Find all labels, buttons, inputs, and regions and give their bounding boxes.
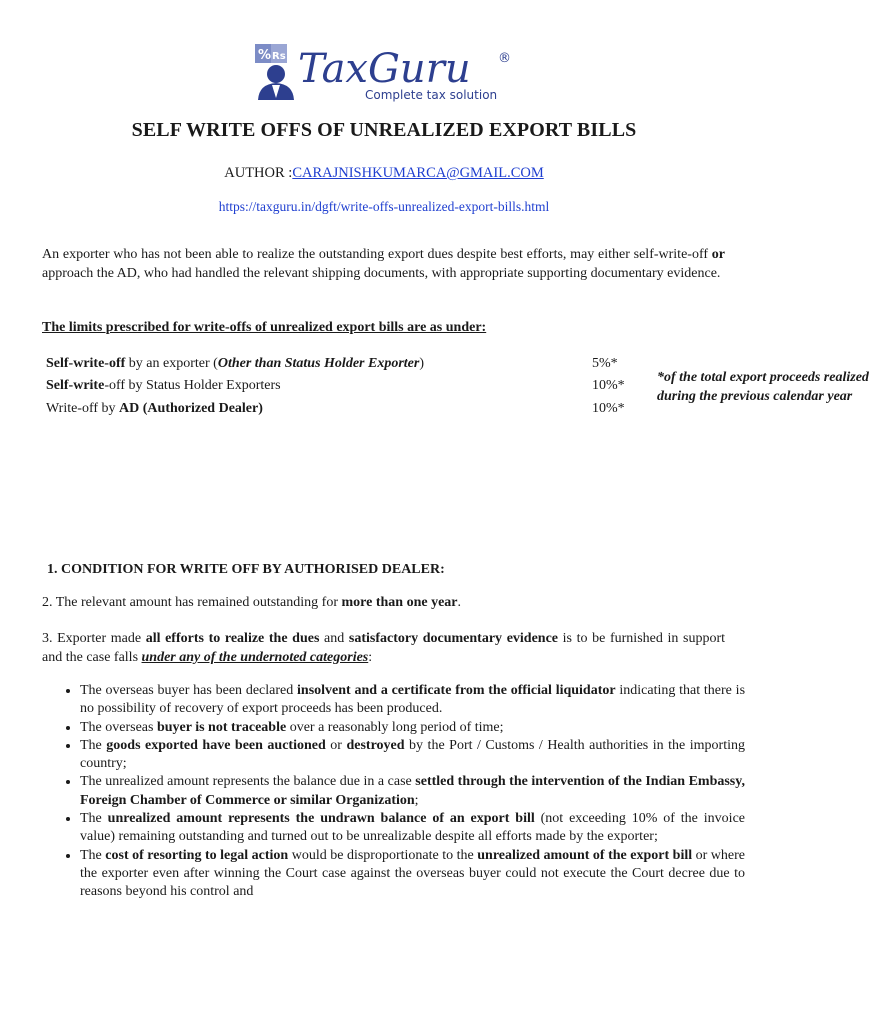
limit-label-text: -off by Status Holder Exporters (104, 378, 281, 393)
limit-percent-self-exporter: 5%* (592, 356, 618, 371)
rupee-symbol: Rs (272, 51, 286, 62)
intro-text-1: An exporter who has not been able to realize the outstanding export dues despite best efforts, may either self-write-off (42, 247, 712, 262)
limit-row-self-exporter (46, 356, 424, 372)
limit-row-status-holder (46, 378, 281, 394)
limit-label-emphasis: Other than Status Holder Exporter (217, 356, 420, 371)
document-title: SELF WRITE OFFS OF UNREALIZED EXPORT BILLS (131, 119, 637, 141)
limits-footnote (657, 368, 869, 406)
source-url-link[interactable]: https://taxguru.in/dgft/write-offs-unrealized-export-bills.html (218, 199, 550, 214)
percent-symbol: % (258, 48, 272, 63)
author-email-link[interactable]: CARAJNISHKUMARCA@GMAIL.COM (292, 165, 544, 181)
taxguru-logo (0, 42, 768, 102)
registered-mark: ® (498, 51, 511, 66)
intro-text-2: approach the AD, who had handled the relevant shipping documents, with appropriate supporting documentary evidence. (42, 266, 721, 281)
author-label: AUTHOR : (224, 165, 293, 181)
point-2 (42, 595, 461, 611)
list-item: • The unrealized amount represents the undrawn balance of an export bill (not exceeding 10% of the invoice value) remaining outstanding and turned out to be unrealizable despite all efforts made by the exporter; (80, 810, 745, 847)
point-3-text-3: is to be furnished in support and the case falls (42, 631, 725, 665)
point-2-end: . (457, 595, 461, 610)
limit-row-ad (46, 401, 263, 417)
point-3-end: : (368, 650, 373, 665)
limits-footnote-line-1: *of the total export proceeds realized (657, 370, 869, 385)
point-2-text: 2. The relevant amount has remained outstanding for (42, 595, 342, 610)
intro-bold-or: or (711, 247, 725, 262)
list-item: • The unrealized amount represents the balance due in a case settled through the intervention of the Indian Embassy, Foreign Chamber of Commerce or similar Organization; (80, 773, 745, 810)
logo-emblem-icon (255, 44, 294, 100)
list-item: • The overseas buyer is not traceable over a reasonably long period of time; (80, 719, 745, 737)
limit-label-bold: Self-write-off (46, 356, 126, 371)
logo-tagline: Complete tax solution (365, 88, 498, 102)
author-line (0, 165, 768, 182)
logo-wordmark: TaxGuru (298, 46, 471, 92)
list-item: • The cost of resorting to legal action would be disproportionate to the unrealized amount of the export bill or where the exporter even after winning the Court case against the overseas buyer could not execute the Court decree due to reasons beyond his control and (80, 847, 745, 902)
limits-footnote-line-2: during the previous calendar year (657, 389, 853, 404)
limit-label-text: by an exporter ( (125, 356, 218, 371)
source-url (0, 199, 768, 215)
point-3-bold-1: all efforts to realize the dues (145, 631, 320, 646)
point-3-text-2: and (319, 631, 349, 646)
point-3-text: 3. Exporter made (42, 631, 146, 646)
section-1-heading: 1. CONDITION FOR WRITE OFF BY AUTHORISED DEALER: (47, 562, 445, 577)
limits-heading: The limits prescribed for write-offs of unrealized export bills are as under: (42, 320, 487, 335)
limit-label-text: Write-off by (46, 401, 120, 416)
list-item: • The overseas buyer has been declared insolvent and a certificate from the official liquidator indicating that there is no possibility of recovery of export proceeds has been produced. (80, 682, 745, 719)
limit-label-bold: Self-write (46, 378, 105, 393)
categories-list (60, 682, 745, 902)
point-3 (42, 629, 725, 667)
point-3-bold-2: satisfactory documentary evidence (348, 631, 559, 646)
point-3-emphasis: under any of the undernoted categories (141, 650, 369, 665)
limit-label-bold: AD (Authorized Dealer) (119, 401, 263, 416)
point-2-bold: more than one year (341, 595, 458, 610)
list-item: • The goods exported have been auctioned or destroyed by the Port / Customs / Health authorities in the importing country; (80, 737, 745, 774)
intro-paragraph (42, 245, 725, 283)
limit-label-close: ) (419, 356, 424, 371)
limit-percent-status-holder: 10%* (592, 378, 625, 393)
limit-percent-ad: 10%* (592, 401, 625, 416)
